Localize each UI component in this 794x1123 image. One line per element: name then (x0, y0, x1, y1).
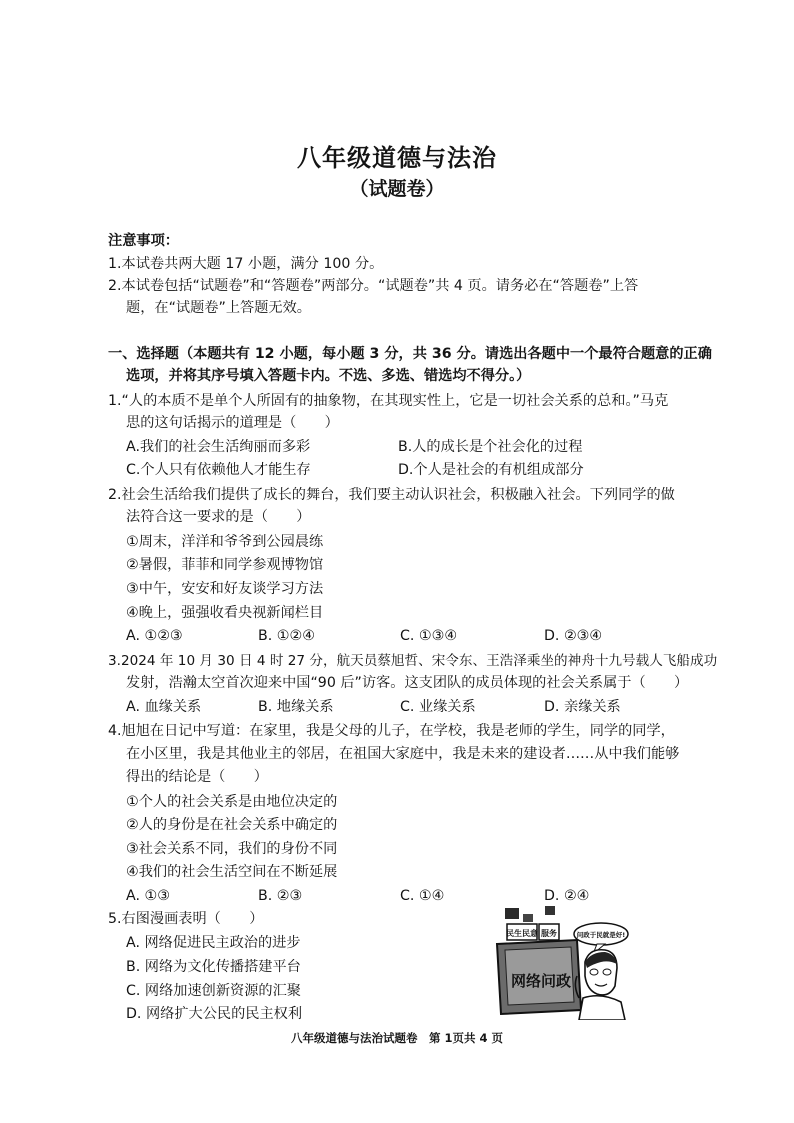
notes-item: 2.本试卷包括“试题卷”和“答题卷”两部分。“试题卷”共 4 页。请务必在“答题卷”上答 (108, 278, 639, 294)
page-subtitle: （试题卷） (349, 178, 445, 200)
question-2-statement: ②暑假，菲菲和同学参观博物馆 (126, 557, 324, 573)
envelope-icon (523, 914, 533, 922)
question-4-statement: ③社会关系不同，我们的身份不同 (126, 841, 338, 857)
screen-text: 网络问政 (510, 972, 572, 990)
question-4-option-c: C. ①④ (400, 888, 445, 904)
envelope-icon (505, 908, 519, 919)
question-2-stem: 2.社会生活给我们提供了成长的舞台，我们要主动认识社会，积极融入社会。下列同学的做 (108, 487, 675, 503)
question-4-stem: 在小区里，我是其他业主的邻居，在祖国大家庭中，我是未来的建设者……从中我们能够 (126, 746, 680, 762)
question-3-stem: 3.2024 年 10 月 30 日 4 时 27 分，航天员蔡旭哲、宋令东、王浩泽乘坐的神舟十九号载人飞船成功 (108, 653, 718, 669)
question-5-option-a: A. 网络促进民主政治的进步 (126, 935, 301, 951)
envelope-icon (545, 906, 555, 915)
page-title: 八年级道德与法治 (297, 144, 497, 172)
question-1-option-a: A.我们的社会生活绚丽而多彩 (126, 439, 311, 455)
notes-item: 题，在“试题卷”上答题无效。 (126, 300, 311, 316)
question-3-option-b: B. 地缘关系 (258, 699, 334, 715)
question-4-option-d: D. ②④ (544, 888, 590, 904)
question-2-option-b: B. ①②④ (258, 628, 315, 644)
question-2-statement: ①周末，洋洋和爷爷到公园晨练 (126, 534, 324, 550)
question-5-stem: 5.右图漫画表明（ ） (108, 911, 264, 927)
page-footer: 八年级道德与法治试题卷 第 1页共 4 页 (290, 1031, 503, 1045)
question-4-option-a: A. ①③ (126, 888, 170, 904)
question-3-stem: 发射，浩瀚太空首次迎来中国“90 后”访客。这支团队的成员体现的社会关系属于（ ） (126, 675, 689, 691)
question-4-option-b: B. ②③ (258, 888, 303, 904)
question-1-option-d: D.个人是社会的有机组成部分 (398, 462, 584, 478)
notes-item: 1.本试卷共两大题 17 小题，满分 100 分。 (108, 256, 384, 272)
sign-label: 民生民意 (506, 929, 538, 938)
section-heading: 选项，并将其序号填入答题卡内。不选、多选、错选均不得分。） (126, 368, 531, 384)
question-3-option-c: C. 业缘关系 (400, 699, 476, 715)
notes-heading: 注意事项： (108, 233, 179, 249)
question-2-option-c: C. ①③④ (400, 628, 458, 644)
question-4-stem: 得出的结论是（ ） (126, 769, 268, 785)
question-3-option-d: D. 亲缘关系 (544, 699, 621, 715)
question-1-stem: 思的这句话揭示的道理是（ ） (126, 415, 339, 431)
question-4-stem: 4.旭旭在日记中写道：在家里，我是父母的儿子，在学校，我是老师的学生，同学的同学， (108, 723, 675, 739)
question-4-statement: ②人的身份是在社会关系中确定的 (126, 817, 338, 833)
speech-bubble-text: 问政于民就是好! (576, 931, 626, 939)
person-body (579, 996, 625, 1020)
question-4-statement: ④我们的社会生活空间在不断延展 (126, 864, 338, 880)
sign-label: 服务 (541, 929, 557, 938)
question-1-option-c: C.个人只有依赖他人才能生存 (126, 462, 311, 478)
question-2-stem: 法符合这一要求的是（ ） (126, 509, 311, 525)
question-3-option-a: A. 血缘关系 (126, 699, 202, 715)
section-heading: 一、选择题（本题共有 12 小题，每小题 3 分，共 36 分。请选出各题中一个最符合题意的正确 (108, 346, 712, 362)
question-5-option-c: C. 网络加速创新资源的汇聚 (126, 983, 301, 999)
question-5-option-d: D. 网络扩大公民的民主权利 (126, 1006, 303, 1022)
question-2-statement: ④晚上，强强收看央视新闻栏目 (126, 605, 324, 621)
question-4-statement: ①个人的社会关系是由地位决定的 (126, 794, 338, 810)
question-2-option-d: D. ②③④ (544, 628, 603, 644)
question-1-option-b: B.人的成长是个社会化的过程 (398, 439, 583, 455)
question-1-stem: 1.“人的本质不是单个人所固有的抽象物，在其现实性上，它是一切社会关系的总和。”马克 (108, 393, 669, 409)
question-2-option-a: A. ①②③ (126, 628, 183, 644)
question-5-option-b: B. 网络为文化传播搭建平台 (126, 959, 301, 975)
cartoon-illustration (493, 906, 629, 1020)
question-2-statement: ③中午，安安和好友谈学习方法 (126, 581, 324, 597)
